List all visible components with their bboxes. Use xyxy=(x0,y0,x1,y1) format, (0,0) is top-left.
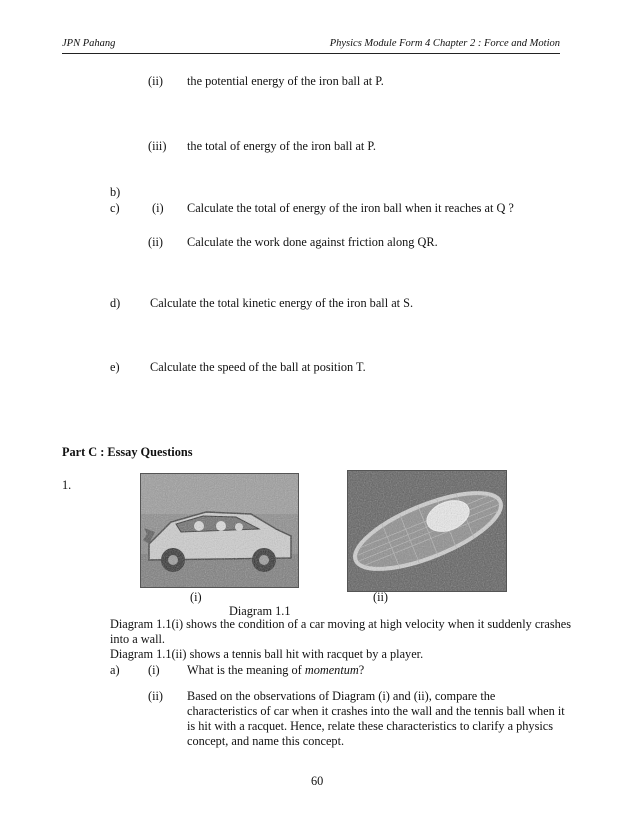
q-ii-text: the potential energy of the iron ball at P. xyxy=(187,74,384,88)
a-i-text-end: ? xyxy=(358,663,365,677)
c-i-number: (i) xyxy=(152,201,164,215)
a-i-question xyxy=(187,663,364,678)
image-i-label: (i) xyxy=(190,590,202,604)
q-iii-text: the total of energy of the iron ball at P. xyxy=(187,139,376,153)
c-label: c) xyxy=(110,201,120,215)
a-label: a) xyxy=(110,663,120,677)
a-i-number: (i) xyxy=(148,663,160,677)
car-crash-image xyxy=(140,473,299,588)
header-rule xyxy=(62,53,560,54)
d-text: Calculate the total kinetic energy of the iron ball at S. xyxy=(150,296,414,310)
a-i-text: What is the meaning of xyxy=(187,663,305,677)
q-iii-number: (iii) xyxy=(148,139,167,153)
page-number: 60 xyxy=(311,774,324,788)
e-text: Calculate the speed of the ball at position T. xyxy=(150,360,366,374)
diagram-description-2: Diagram 1.1(ii) shows a tennis ball hit with racquet by a player. xyxy=(110,647,424,661)
a-i-keyword: momentum xyxy=(304,663,359,677)
diagram-caption: Diagram 1.1 xyxy=(229,604,291,618)
c-ii-text: Calculate the work done against friction along QR. xyxy=(187,235,438,249)
a-ii-number: (ii) xyxy=(148,689,164,703)
tennis-racquet-icon xyxy=(348,471,506,591)
car-crash-icon xyxy=(141,474,298,587)
diagram-description-1: Diagram 1.1(i) shows the condition of a car moving at high velocity when it suddenly crashes into a wall. xyxy=(110,617,572,646)
d-label: d) xyxy=(110,296,121,310)
c-ii-number: (ii) xyxy=(148,235,164,249)
e-label: e) xyxy=(110,360,120,374)
c-i-text: Calculate the total of energy of the iron ball when it reaches at Q ? xyxy=(187,201,514,215)
header-right: Physics Module Form 4 Chapter 2 : Force and Motion xyxy=(329,38,560,49)
header-left: JPN Pahang xyxy=(62,38,116,49)
q-ii-number: (ii) xyxy=(148,74,164,88)
b-label: b) xyxy=(110,185,121,199)
part-c-heading: Part C : Essay Questions xyxy=(62,445,193,459)
tennis-ball-image xyxy=(347,470,507,592)
image-ii-label: (ii) xyxy=(373,590,389,604)
question-1-number: 1. xyxy=(62,478,72,492)
a-ii-text: Based on the observations of Diagram (i) and (ii), compare the characteristics of car when it crashes into the wall and the tennis ball when it is hit with a racquet. Hence, relate these characteristics to clarify a physics concept, and name this concept. xyxy=(187,689,565,748)
